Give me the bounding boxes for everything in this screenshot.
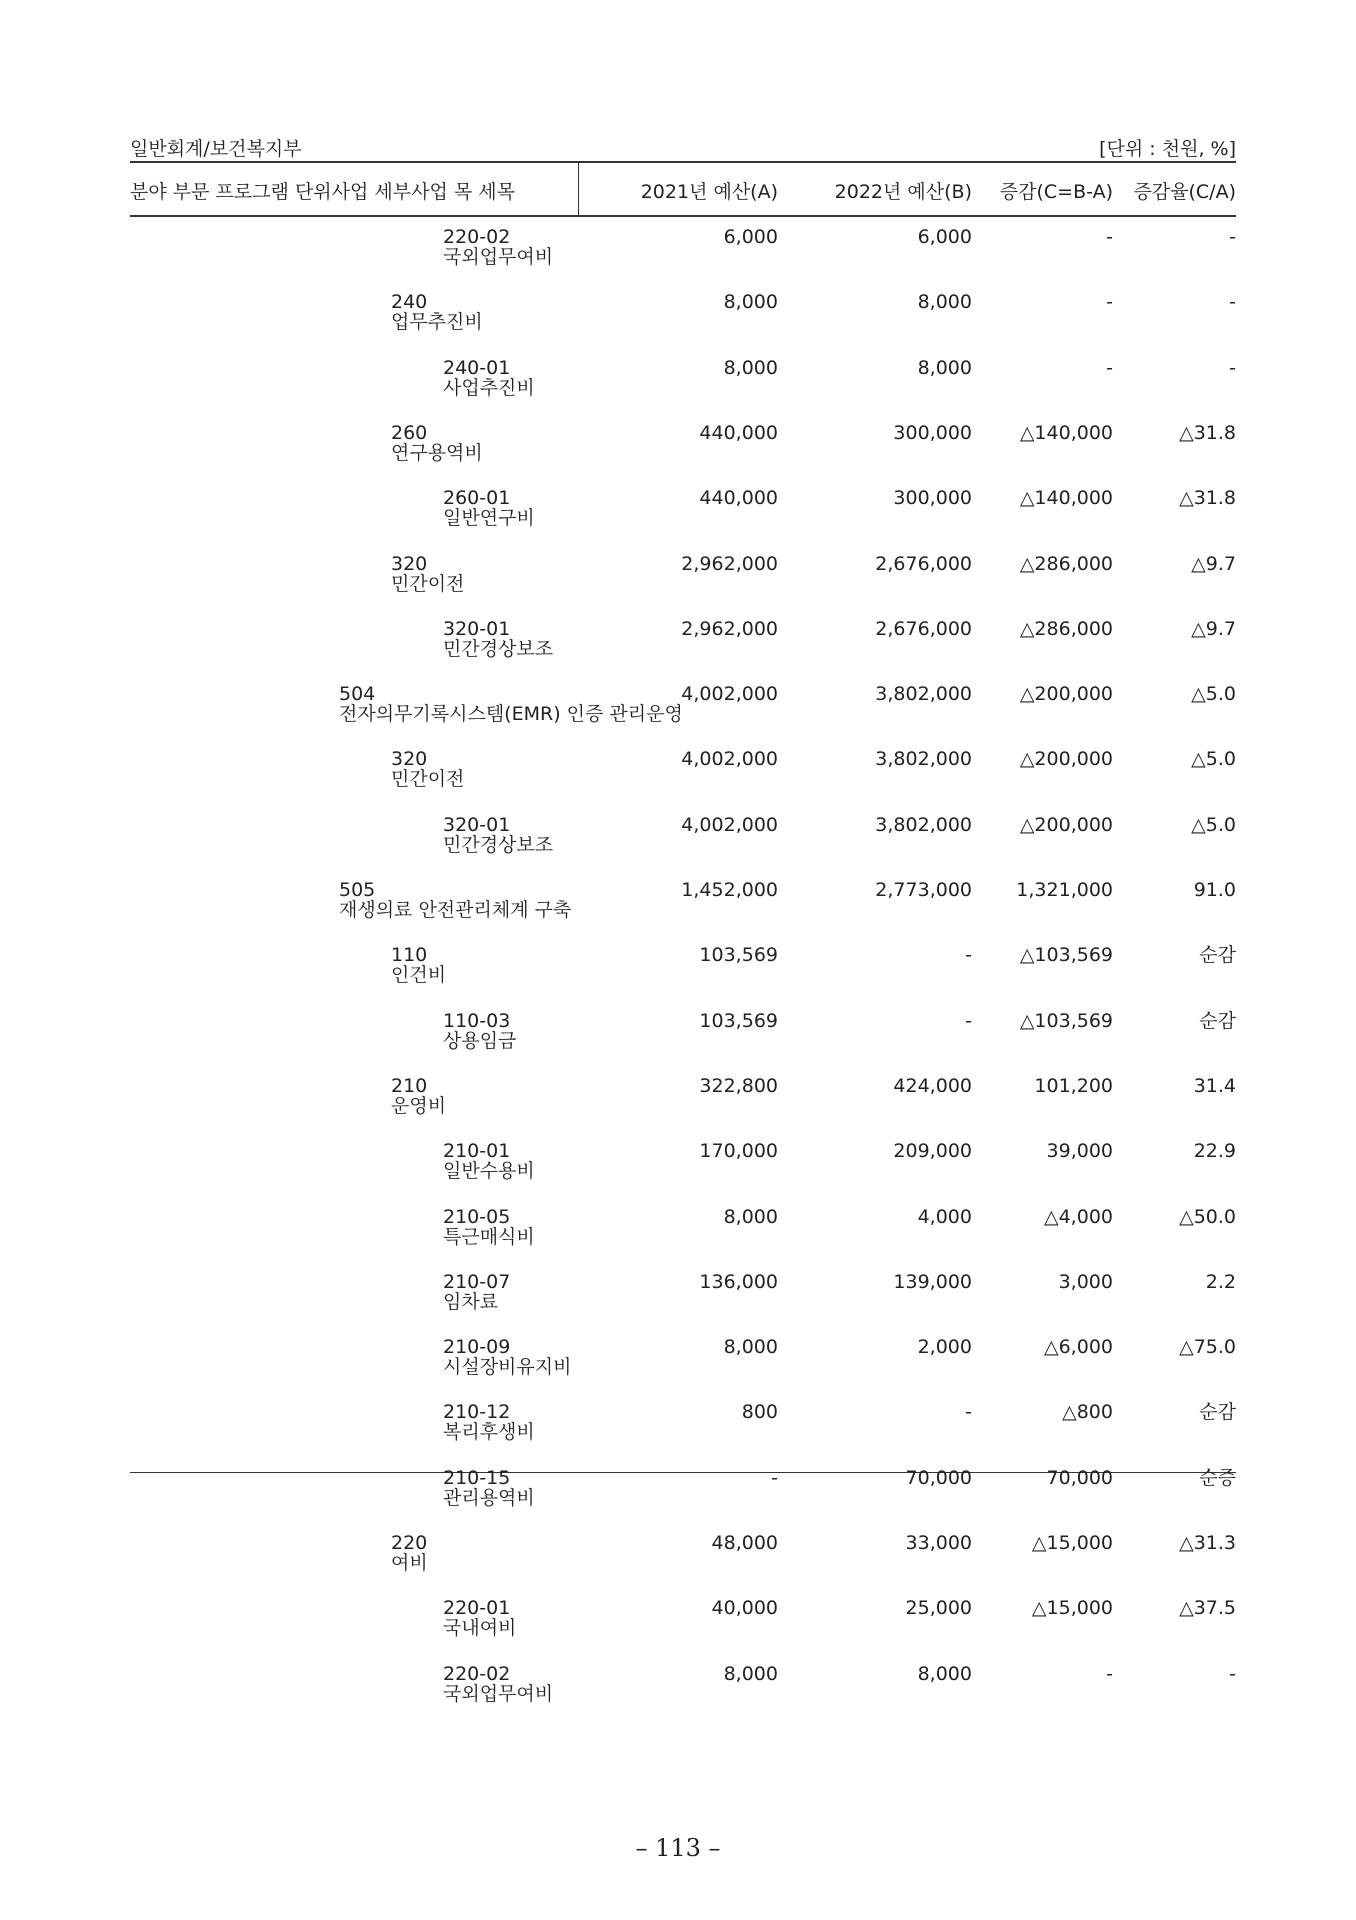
- row-name: 시설장비유지비: [443, 1356, 572, 1379]
- cell-change-rate: 순감: [1199, 1401, 1236, 1424]
- cell-2021-budget: 2,962,000: [681, 617, 778, 640]
- cell-2021-budget: 103,569: [699, 1009, 778, 1032]
- cell-2022-budget: 3,802,000: [875, 813, 972, 836]
- column-header-category: 분야 부문 프로그램 단위사업 세부사업 목 세목: [130, 181, 515, 203]
- table-row: [130, 684, 1236, 732]
- table-header: [130, 161, 1236, 217]
- cell-2021-budget: 8,000: [723, 1205, 778, 1228]
- cell-change: 3,000: [1058, 1270, 1113, 1293]
- budget-page: [130, 128, 1236, 1705]
- row-code: 320-01: [443, 617, 511, 640]
- cell-2021-budget: 8,000: [723, 1662, 778, 1685]
- row-name: 관리용역비: [443, 1486, 535, 1509]
- row-name: 임차료: [443, 1290, 499, 1313]
- cell-change: △200,000: [1019, 813, 1113, 836]
- cell-2022-budget: 70,000: [905, 1466, 972, 1489]
- table-row: [130, 1402, 1236, 1450]
- column-header-change: 증감(C=B-A): [999, 181, 1113, 203]
- table-row: [130, 1011, 1236, 1059]
- cell-change-rate: △9.7: [1191, 617, 1236, 640]
- cell-2021-budget: 4,002,000: [681, 748, 778, 771]
- column-header-2021: 2021년 예산(A): [640, 181, 778, 203]
- row-name: 사업추진비: [443, 376, 535, 399]
- cell-2022-budget: 3,802,000: [875, 683, 972, 706]
- row-code: 210-05: [443, 1205, 511, 1228]
- table-row: [130, 1533, 1236, 1581]
- table-row: [130, 227, 1236, 275]
- cell-2022-budget: 25,000: [905, 1597, 972, 1620]
- cell-2022-budget: 3,802,000: [875, 748, 972, 771]
- cell-2021-budget: 8,000: [723, 1336, 778, 1359]
- cell-change-rate: △5.0: [1191, 813, 1236, 836]
- row-code: 210-07: [443, 1270, 511, 1293]
- table-row: [130, 423, 1236, 471]
- cell-2021-budget: -: [771, 1466, 778, 1489]
- cell-2022-budget: 209,000: [893, 1140, 972, 1163]
- cell-change-rate: 91.0: [1193, 879, 1236, 901]
- cell-2022-budget: 4,000: [917, 1205, 972, 1228]
- row-code: 220-02: [443, 226, 511, 248]
- cell-2022-budget: 8,000: [917, 291, 972, 314]
- table-row: [130, 619, 1236, 667]
- table-row: [130, 292, 1236, 340]
- cell-2021-budget: 136,000: [699, 1270, 778, 1293]
- table-row: [130, 1207, 1236, 1255]
- cell-change-rate: △50.0: [1179, 1205, 1236, 1228]
- row-code: 320-01: [443, 813, 511, 836]
- budget-table-body: [130, 217, 1236, 1705]
- cell-change-rate: -: [1229, 226, 1236, 248]
- cell-change-rate: △5.0: [1191, 748, 1236, 771]
- cell-2022-budget: 300,000: [893, 421, 972, 444]
- row-name: 일반연구비: [443, 507, 535, 530]
- cell-2022-budget: -: [965, 1009, 972, 1032]
- row-code: 220-02: [443, 1662, 511, 1685]
- table-row: [130, 554, 1236, 602]
- row-code: 240: [391, 291, 428, 314]
- row-code: 260: [391, 421, 428, 444]
- cell-change-rate: △31.8: [1179, 487, 1236, 510]
- row-code: 260-01: [443, 487, 511, 510]
- cell-change: 1,321,000: [1016, 879, 1113, 901]
- table-row: [130, 1664, 1236, 1712]
- cell-change-rate: 2.2: [1205, 1270, 1236, 1293]
- row-name: 민간경상보조: [443, 833, 554, 856]
- row-name: 특근매식비: [443, 1225, 535, 1248]
- cell-change-rate: △5.0: [1191, 683, 1236, 706]
- row-name: 여비: [391, 1552, 428, 1574]
- row-name: 국내여비: [443, 1617, 517, 1640]
- row-name: 국외업무여비: [443, 246, 554, 268]
- cell-2021-budget: 2,962,000: [681, 552, 778, 575]
- row-code: 240-01: [443, 356, 511, 379]
- table-row: [130, 945, 1236, 993]
- row-name: 전자의무기록시스템(EMR) 인증 관리운영: [339, 703, 683, 726]
- cell-2022-budget: 424,000: [893, 1074, 972, 1097]
- cell-change: △6,000: [1043, 1336, 1113, 1359]
- row-name: 업무추진비: [391, 311, 483, 334]
- cell-2021-budget: 4,002,000: [681, 813, 778, 836]
- row-code: 505: [339, 879, 376, 901]
- cell-change: △103,569: [1019, 944, 1113, 967]
- cell-2021-budget: 8,000: [723, 356, 778, 379]
- cell-change: △4,000: [1043, 1205, 1113, 1228]
- top-header: [130, 128, 1236, 161]
- cell-change: △103,569: [1019, 1009, 1113, 1032]
- cell-change: △140,000: [1019, 421, 1113, 444]
- cell-change: -: [1106, 1662, 1113, 1685]
- row-name: 복리후생비: [443, 1421, 535, 1444]
- cell-change: △200,000: [1019, 683, 1113, 706]
- column-header-change-rate: 증감율(C/A): [1133, 181, 1236, 203]
- cell-change-rate: 22.9: [1193, 1140, 1236, 1163]
- cell-change: 101,200: [1034, 1074, 1113, 1097]
- table-row: [130, 1272, 1236, 1320]
- cell-2021-budget: 1,452,000: [681, 879, 778, 901]
- row-code: 210-15: [443, 1466, 511, 1489]
- row-name: 인건비: [391, 964, 447, 987]
- table-row: [130, 1141, 1236, 1189]
- table-row: [130, 488, 1236, 536]
- cell-2022-budget: 2,676,000: [875, 552, 972, 575]
- cell-change: △140,000: [1019, 487, 1113, 510]
- table-row: [130, 815, 1236, 863]
- cell-2021-budget: 48,000: [711, 1532, 778, 1554]
- cell-2022-budget: 139,000: [893, 1270, 972, 1293]
- cell-2021-budget: 440,000: [699, 421, 778, 444]
- row-name: 상용임금: [443, 1029, 517, 1052]
- cell-change: △15,000: [1031, 1532, 1113, 1554]
- row-code: 320: [391, 552, 428, 575]
- cell-change-rate: △31.8: [1179, 421, 1236, 444]
- cell-2022-budget: 6,000: [917, 226, 972, 248]
- cell-change: -: [1106, 356, 1113, 379]
- cell-change-rate: 순감: [1199, 944, 1236, 967]
- row-code: 220-01: [443, 1597, 511, 1620]
- page-number: – 113 –: [635, 1834, 721, 1862]
- cell-2022-budget: -: [965, 944, 972, 967]
- cell-2022-budget: 8,000: [917, 1662, 972, 1685]
- row-name: 재생의료 안전관리체계 구축: [339, 899, 572, 921]
- table-row: [130, 358, 1236, 406]
- cell-change-rate: -: [1229, 291, 1236, 314]
- cell-2022-budget: 2,676,000: [875, 617, 972, 640]
- cell-2021-budget: 170,000: [699, 1140, 778, 1163]
- cell-change-rate: 순증: [1199, 1466, 1236, 1489]
- table-row: [130, 749, 1236, 797]
- cell-2021-budget: 322,800: [699, 1074, 778, 1097]
- cell-change: △200,000: [1019, 748, 1113, 771]
- cell-change: 70,000: [1046, 1466, 1113, 1489]
- cell-change-rate: 31.4: [1193, 1074, 1236, 1097]
- cell-2022-budget: 300,000: [893, 487, 972, 510]
- row-name: 운영비: [391, 1094, 447, 1117]
- cell-change-rate: △9.7: [1191, 552, 1236, 575]
- column-header-2022: 2022년 예산(B): [834, 181, 972, 203]
- cell-change: -: [1106, 226, 1113, 248]
- row-code: 210: [391, 1074, 428, 1097]
- cell-change: △800: [1062, 1401, 1113, 1424]
- row-name: 민간이전: [391, 768, 465, 791]
- cell-2022-budget: 33,000: [905, 1532, 972, 1554]
- cell-change-rate: -: [1229, 1662, 1236, 1685]
- cell-2022-budget: 2,000: [917, 1336, 972, 1359]
- row-name: 국외업무여비: [443, 1682, 554, 1705]
- cell-change-rate: △31.3: [1179, 1532, 1236, 1554]
- cell-change-rate: -: [1229, 356, 1236, 379]
- cell-2021-budget: 8,000: [723, 291, 778, 314]
- cell-change: 39,000: [1046, 1140, 1113, 1163]
- column-divider: [578, 163, 579, 215]
- row-code: 504: [339, 683, 376, 706]
- cell-change-rate: △37.5: [1179, 1597, 1236, 1620]
- cell-change: △15,000: [1031, 1597, 1113, 1620]
- table-row: [130, 1076, 1236, 1124]
- row-code: 320: [391, 748, 428, 771]
- table-row: [130, 880, 1236, 928]
- cell-change: △286,000: [1019, 617, 1113, 640]
- cell-2022-budget: 2,773,000: [875, 879, 972, 901]
- table-row: [130, 1598, 1236, 1646]
- row-code: 110: [391, 944, 428, 967]
- row-code: 220: [391, 1532, 428, 1554]
- row-code: 110-03: [443, 1009, 511, 1032]
- table-row: [130, 1337, 1236, 1385]
- cell-2021-budget: 40,000: [711, 1597, 778, 1620]
- cell-2022-budget: 8,000: [917, 356, 972, 379]
- row-code: 210-01: [443, 1140, 511, 1163]
- cell-change: -: [1106, 291, 1113, 314]
- table-row: [130, 1468, 1236, 1516]
- row-name: 민간경상보조: [443, 637, 554, 660]
- cell-change-rate: 순감: [1199, 1009, 1236, 1032]
- cell-change: △286,000: [1019, 552, 1113, 575]
- cell-change-rate: △75.0: [1179, 1336, 1236, 1359]
- cell-2021-budget: 103,569: [699, 944, 778, 967]
- cell-2021-budget: 4,002,000: [681, 683, 778, 706]
- cell-2022-budget: -: [965, 1401, 972, 1424]
- row-name: 일반수용비: [443, 1160, 535, 1183]
- row-name: 연구용역비: [391, 441, 483, 464]
- row-name: 민간이전: [391, 572, 465, 595]
- row-code: 210-12: [443, 1401, 511, 1424]
- ledger-title: 일반회계/보건복지부: [130, 138, 302, 160]
- unit-label: [단위 : 천원, %]: [1099, 138, 1236, 160]
- cell-2021-budget: 6,000: [723, 226, 778, 248]
- row-code: 210-09: [443, 1336, 511, 1359]
- cell-2021-budget: 440,000: [699, 487, 778, 510]
- cell-2021-budget: 800: [741, 1401, 778, 1424]
